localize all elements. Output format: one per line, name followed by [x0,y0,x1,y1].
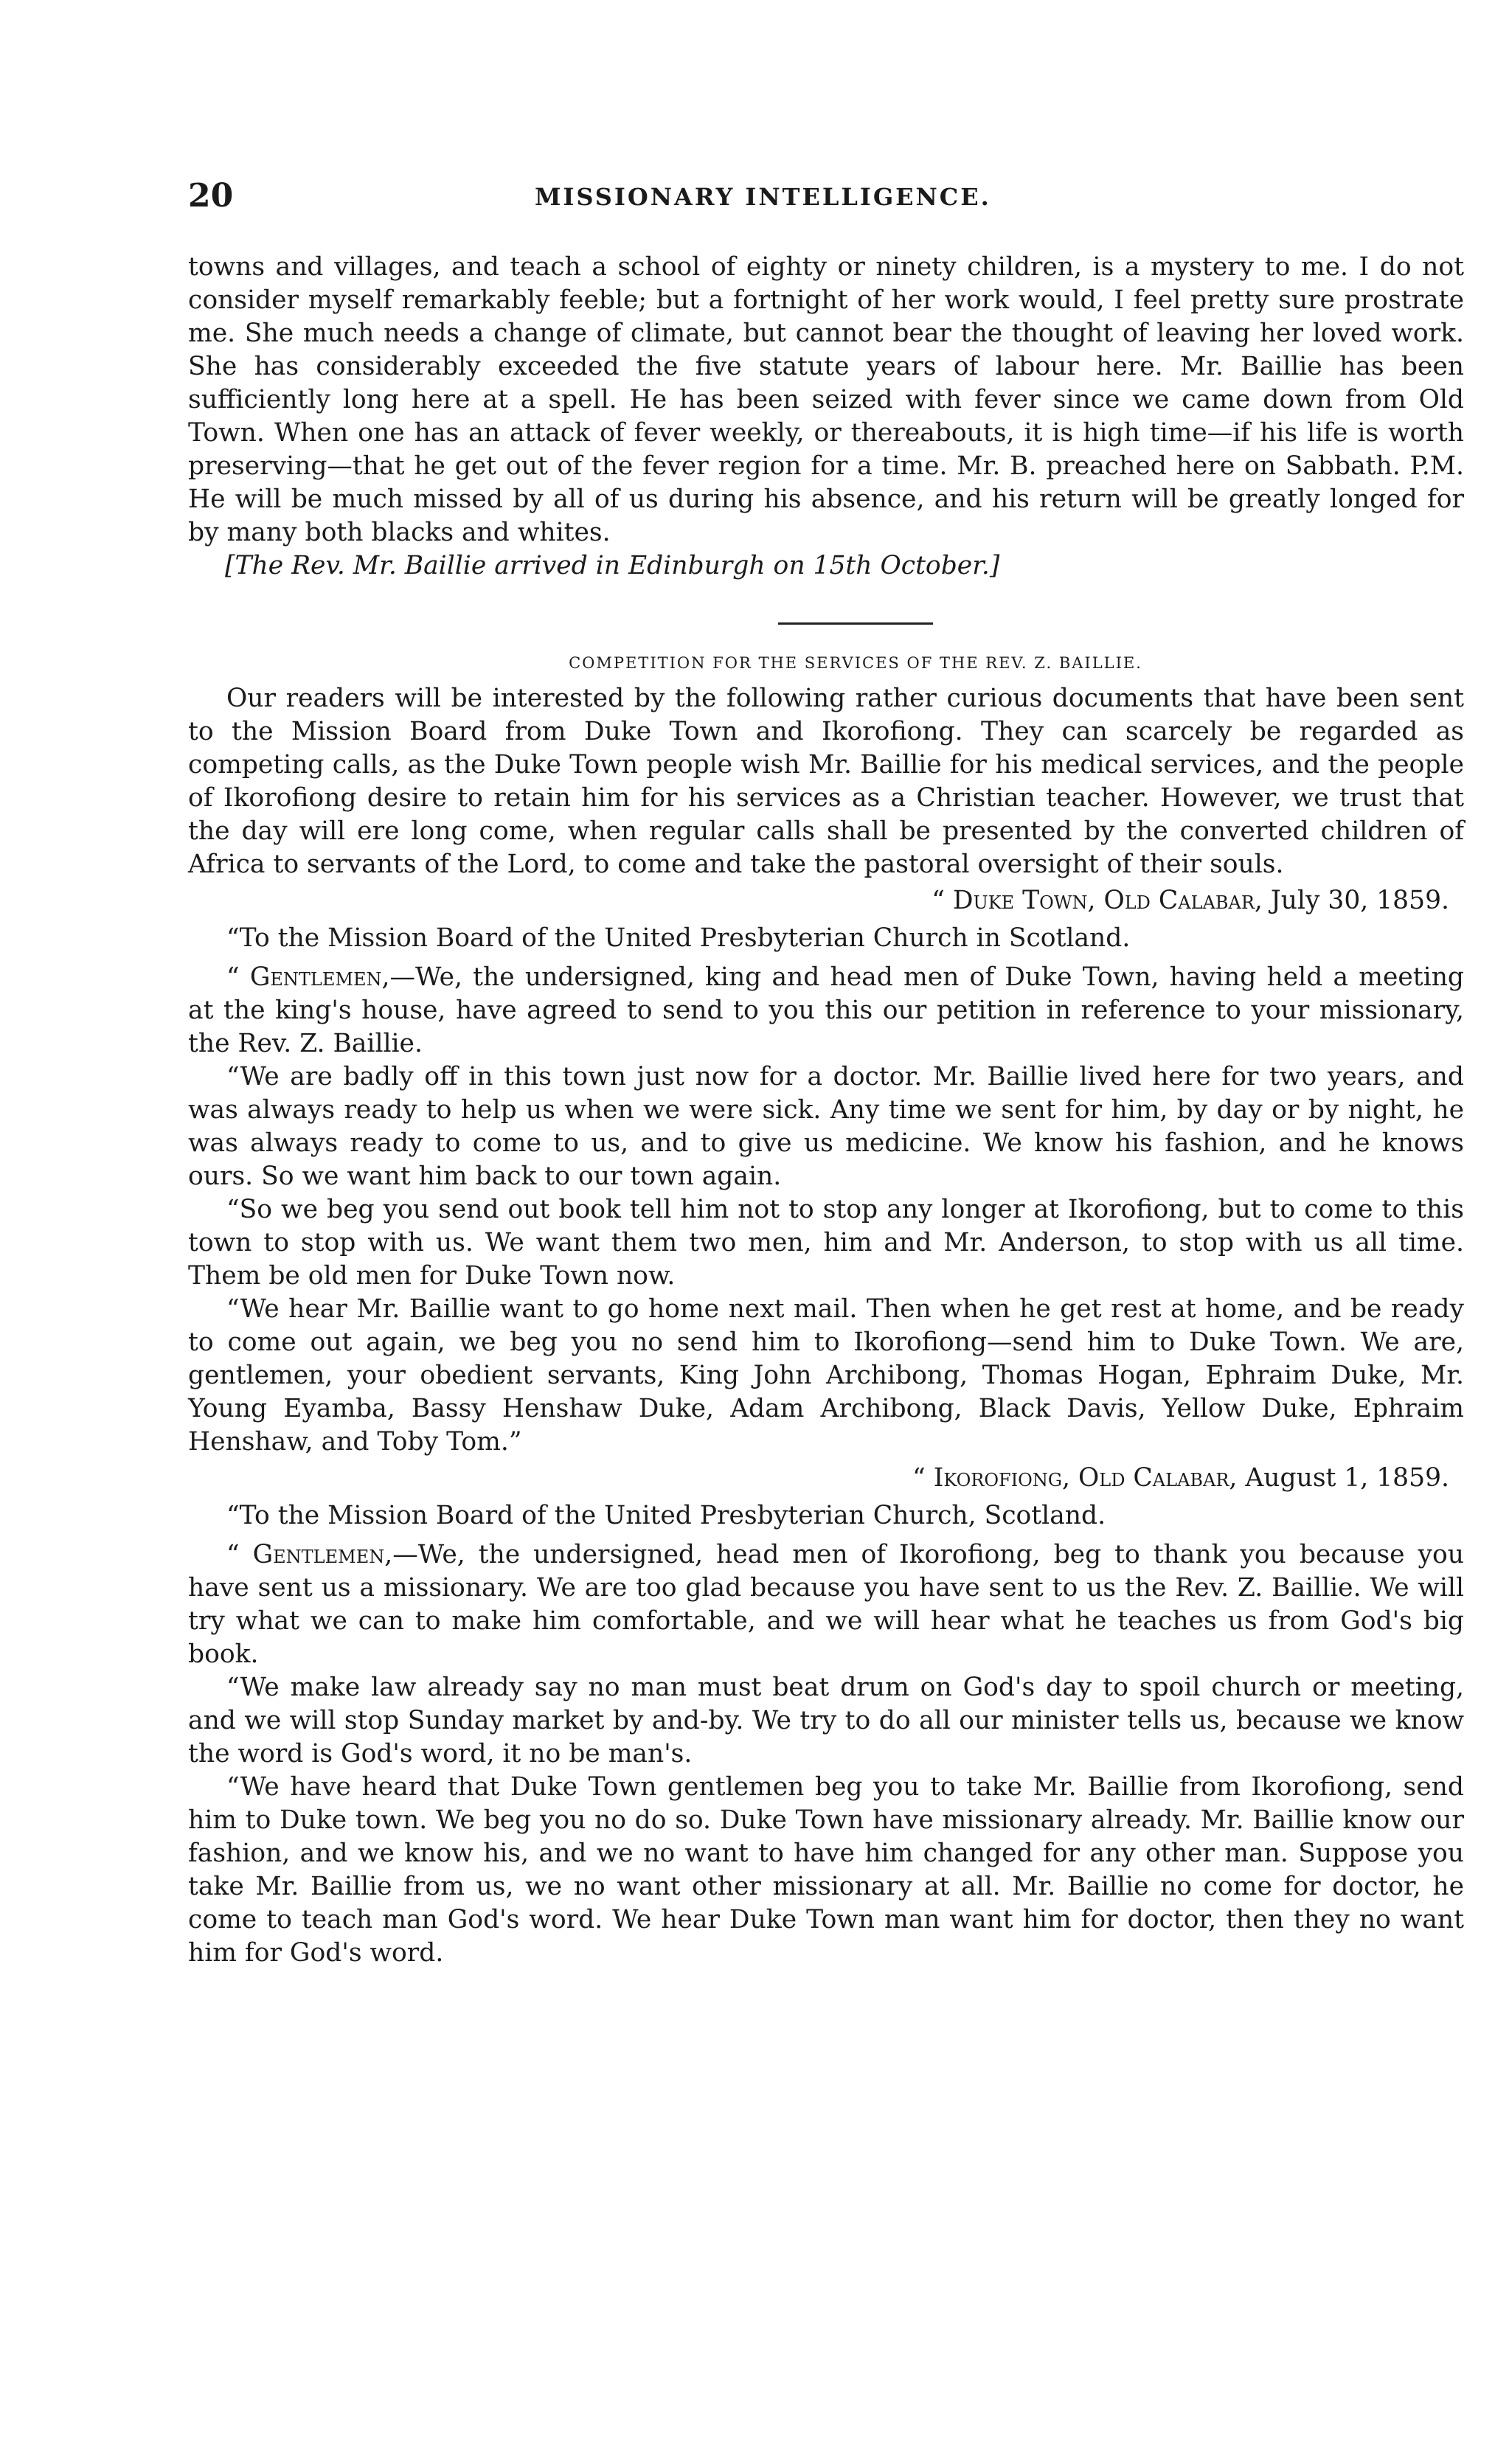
section-heading: COMPETITION FOR THE SERVICES OF THE REV. Z. BAILLIE. [569,654,1142,672]
page-number: 20 [188,177,234,215]
duke-town-paragraph-4: “We hear Mr. Baillie want to go home next mail. Then when he get rest at home, and be ready to come out again, we beg you no send him to Ikorofiong—send him to Duke Town. We are, gentlemen, your obedient servants, King John Archibong, Thomas Hogan, Ephraim Duke, Mr. Young Eyamba, Bassy Henshaw Duke, Adam Archibong, Black Davis, Yellow Duke, Ephraim Henshaw, and Toby Tom.” [188,1294,1464,1457]
ikorofiong-salutation: Gentlemen, [252,1540,393,1569]
ikorofiong-address: “To the Mission Board of the United Presbyterian Church, Scotland. [226,1501,1106,1530]
document-page [188,177,1464,1970]
ikorofiong-paragraph-1-text: —We, the undersigned, head men of Ikorofiong, beg to thank you because you have sent us a missionary. We are too glad because you have sent to us the Rev. Z. Baillie. We will try what we can to make him comfortable, and we will hear what he teaches us from God's big book. [188,1540,1464,1669]
duke-town-paragraph-1-text: —We, the undersigned, king and head men of Duke Town, having held a meeting at the king's house, have agreed to send to you this our petition in reference to your missionary, the Rev. Z. Baillie. [188,962,1464,1058]
running-header [188,177,1464,221]
running-title: MISSIONARY INTELLIGENCE. [535,183,991,211]
duke-town-dateline-place: Duke Town, Old Calabar, [952,886,1263,915]
duke-town-salutation: Gentlemen, [249,962,390,992]
duke-town-dateline: “ Duke Town, Old Calabar, July 30, 1859. [932,886,1449,915]
duke-town-paragraph-1: “ Gentlemen,—We, the undersigned, king and head men of Duke Town, having held a meeting at the king's house, have agreed to send to you this our petition in reference to your missionary, the Rev. Z. Baillie. [188,962,1464,1058]
ikorofiong-dateline: “ Ikorofiong, Old Calabar, August 1, 1859. [912,1463,1449,1493]
section-divider [778,622,933,625]
duke-town-paragraph-3: “So we beg you send out book tell him not to stop any longer at Ikorofiong, but to come to this town to stop with us. We want them two men, him and Mr. Anderson, to stop with us all time. Them be old men for Duke Town now. [188,1195,1464,1291]
body-text [188,251,1464,1970]
ikorofiong-dateline-place: Ikorofiong, Old Calabar, [933,1463,1238,1493]
duke-town-dateline-date: July 30, 1859. [1270,886,1449,915]
ikorofiong-dateline-date: August 1, 1859. [1245,1463,1449,1493]
ikorofiong-paragraph-3: “We have heard that Duke Town gentlemen beg you to take Mr. Baillie from Ikorofiong, send him to Duke town. We beg you no do so. Duke Town have missionary already. Mr. Baillie know our fashion, and we know his, and we no want to have him changed for any other man. Suppose you take Mr. Baillie from us, we no want other missionary at all. Mr. Baillie no come for doctor, he come to teach man God's word. We hear Duke Town man want him for doctor, then they no want him for God's word. [188,1772,1464,1968]
duke-town-address: “To the Mission Board of the United Presbyterian Church in Scotland. [226,923,1131,953]
ikorofiong-paragraph-1: “ Gentlemen,—We, the undersigned, head men of Ikorofiong, beg to thank you because you have sent us a missionary. We are too glad because you have sent to us the Rev. Z. Baillie. We will try what we can to make him comfortable, and we will hear what he teaches us from God's big book. [188,1540,1464,1669]
editorial-note: [The Rev. Mr. Baillie arrived in Edinburgh on 15th October.] [225,551,1000,580]
section-intro-paragraph: Our readers will be interested by the following rather curious documents that have been sent to the Mission Board from Duke Town and Ikorofiong. They can scarcely be regarded as competing calls, as the Duke Town people wish Mr. Baillie for his medical services, and the people of Ikorofiong desire to retain him for his services as a Christian teacher. However, we trust that the day will ere long come, when regular calls shall be presented by the converted children of Africa to servants of the Lord, to come and take the pastoral oversight of their souls. [188,684,1464,879]
ikorofiong-paragraph-2: “We make law already say no man must beat drum on God's day to spoil church or meeting, and we will stop Sunday market by and-by. We try to do all our minister tells us, because we know the word is God's word, it no be man's. [188,1673,1464,1769]
letter-continuation-paragraph: towns and villages, and teach a school of eighty or ninety children, is a mystery to me. I do not consider myself remarkably feeble; but a fortnight of her work would, I feel pretty sure prostrate me. She much needs a change of climate, but cannot bear the thought of leaving her loved work. She has considerably exceeded the five statute years of labour here. Mr. Baillie has been sufficiently long here at a spell. He has been seized with fever since we came down from Old Town. When one has an attack of fever weekly, or thereabouts, it is high time—if his life is worth preserving—that he get out of the fever region for a time. Mr. B. preached here on Sabbath. P.M. He will be much missed by all of us during his absence, and his return will be greatly longed for by many both blacks and whites. [188,252,1464,547]
duke-town-paragraph-2: “We are badly off in this town just now for a doctor. Mr. Baillie lived here for two years, and was always ready to help us when we were sick. Any time we sent for him, by day or by night, he was always ready to come to us, and to give us medicine. We know his fashion, and he knows ours. So we want him back to our town again. [188,1062,1464,1191]
